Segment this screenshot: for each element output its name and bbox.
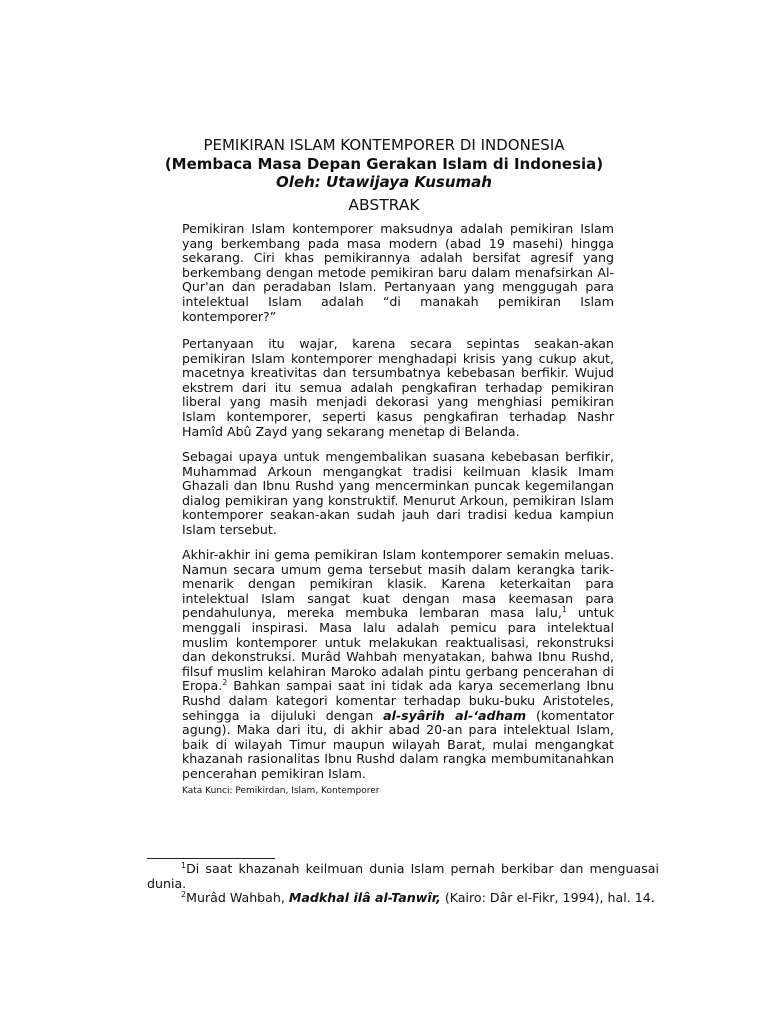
book-title: Madkhal ilâ al-Tanwîr, bbox=[288, 890, 441, 905]
keywords-line: Kata Kunci: Pemikirdan, Islam, Kontemporer bbox=[182, 786, 380, 796]
document-title: PEMIKIRAN ISLAM KONTEMPORER DI INDONESIA bbox=[203, 136, 565, 154]
emphasized-term: al-syârih al-‘adham bbox=[383, 707, 527, 723]
footnote-ref-1: 1 bbox=[561, 605, 567, 615]
footnote-1: $^1$Di saat khazanah keilmuan dunia Islam pernah berkibar dan menguasai dunia. bbox=[147, 860, 659, 891]
abstract-paragraph-1: Pemikiran Islam kontemporer maksudnya adalah pemikiran Islam yang berkembang pada masa modern (abad 19 masehi) hingga sekarang. Ciri khas pemikirannya adalah bersifat agresif yang berkembang dengan metode pemikiran baru dalam menafsirkan Al-Qur'an dan peradaban Islam. Pertanyaan yang menggugah para intelektual Islam adalah “di manakah pemikiran Islam kontemporer?” bbox=[182, 221, 614, 324]
footnote-separator bbox=[147, 858, 275, 859]
section-heading-abstrak: ABSTRAK bbox=[348, 196, 420, 214]
abstract-paragraph-3: Sebagai upaya untuk mengembalikan suasana kebebasan berfikir, Muhammad Arkoun mengangkat tradisi keilmuan klasik Imam Ghazali dan Ibnu Rushd yang mencerminkan puncak kegemilangan dialog pemikiran yang konstruktif. Menurut Arkoun, pemikiran Islam kontemporer seakan-akan sudah jauh dari tradisi kedua kampiun Islam tersebut. bbox=[182, 449, 614, 537]
document-subtitle: (Membaca Masa Depan Gerakan Islam di Indonesia) bbox=[164, 155, 604, 173]
abstract-paragraph-2: Pertanyaan itu wajar, karena secara sepintas seakan-akan pemikiran Islam kontemporer menghadapi krisis yang cukup akut, macetnya kreativitas dan tersumbatnya kebebasan berfikir. Wujud ekstrem dari itu semua adalah pengkafiran terhadap pemikiran liberal yang masih menjadi dekorasi yang menghiasi pemikiran Islam kontemporer, seperti kasus pengkafiran terhadap Nashr Hamîd Abû Zayd yang sekarang menetap di Belanda. bbox=[182, 336, 614, 439]
footnote-2: $^2$Murâd Wahbah, Madkhal ilâ al-Tanwîr, (Kairo: Dâr el-Fikr, 1994), hal. 14. bbox=[181, 889, 655, 905]
abstract-paragraph-4: Akhir-akhir ini gema pemikiran Islam kontemporer semakin meluas. Namun secara umum gema tersebut masih dalam kerangka tarik-menarik dengan pemikiran klasik. Karena keterkaitan para intelektual Islam sangat kuat dengan masa keemasan para pendahulunya, mereka membuka lembaran masa lalu,$^1$ untuk menggali inspirasi. Masa lalu adalah pemicu para intelektual muslim kontemporer untuk melakukan reaktualisasi, rekonstruksi dan dekonstruksi. Murâd Wahbah menyatakan, bahwa Ibnu Rushd, filsuf muslim kelahiran Maroko adalah pintu gerbang pencerahan di Eropa.$^2$ Bahkan sampai saat ini tidak ada karya secemerlang Ibnu Rushd dalam kategori komentar terhadap buku-buku Aristoteles, sehingga ia dijuluki dengan al-syârih al-‘adham (komentator agung). Maka dari itu, di akhir abad 20-an para intelektual Islam, baik di wilayah Timur maupun wilayah Barat, mulai mengangkat khazanah rasionalitas Ibnu Rushd dalam rangka membumitanahkan pencerahan pemikiran Islam. bbox=[182, 547, 614, 781]
footnote-ref-2: 2 bbox=[222, 678, 228, 688]
author-line: Oleh: Utawijaya Kusumah bbox=[276, 173, 492, 191]
